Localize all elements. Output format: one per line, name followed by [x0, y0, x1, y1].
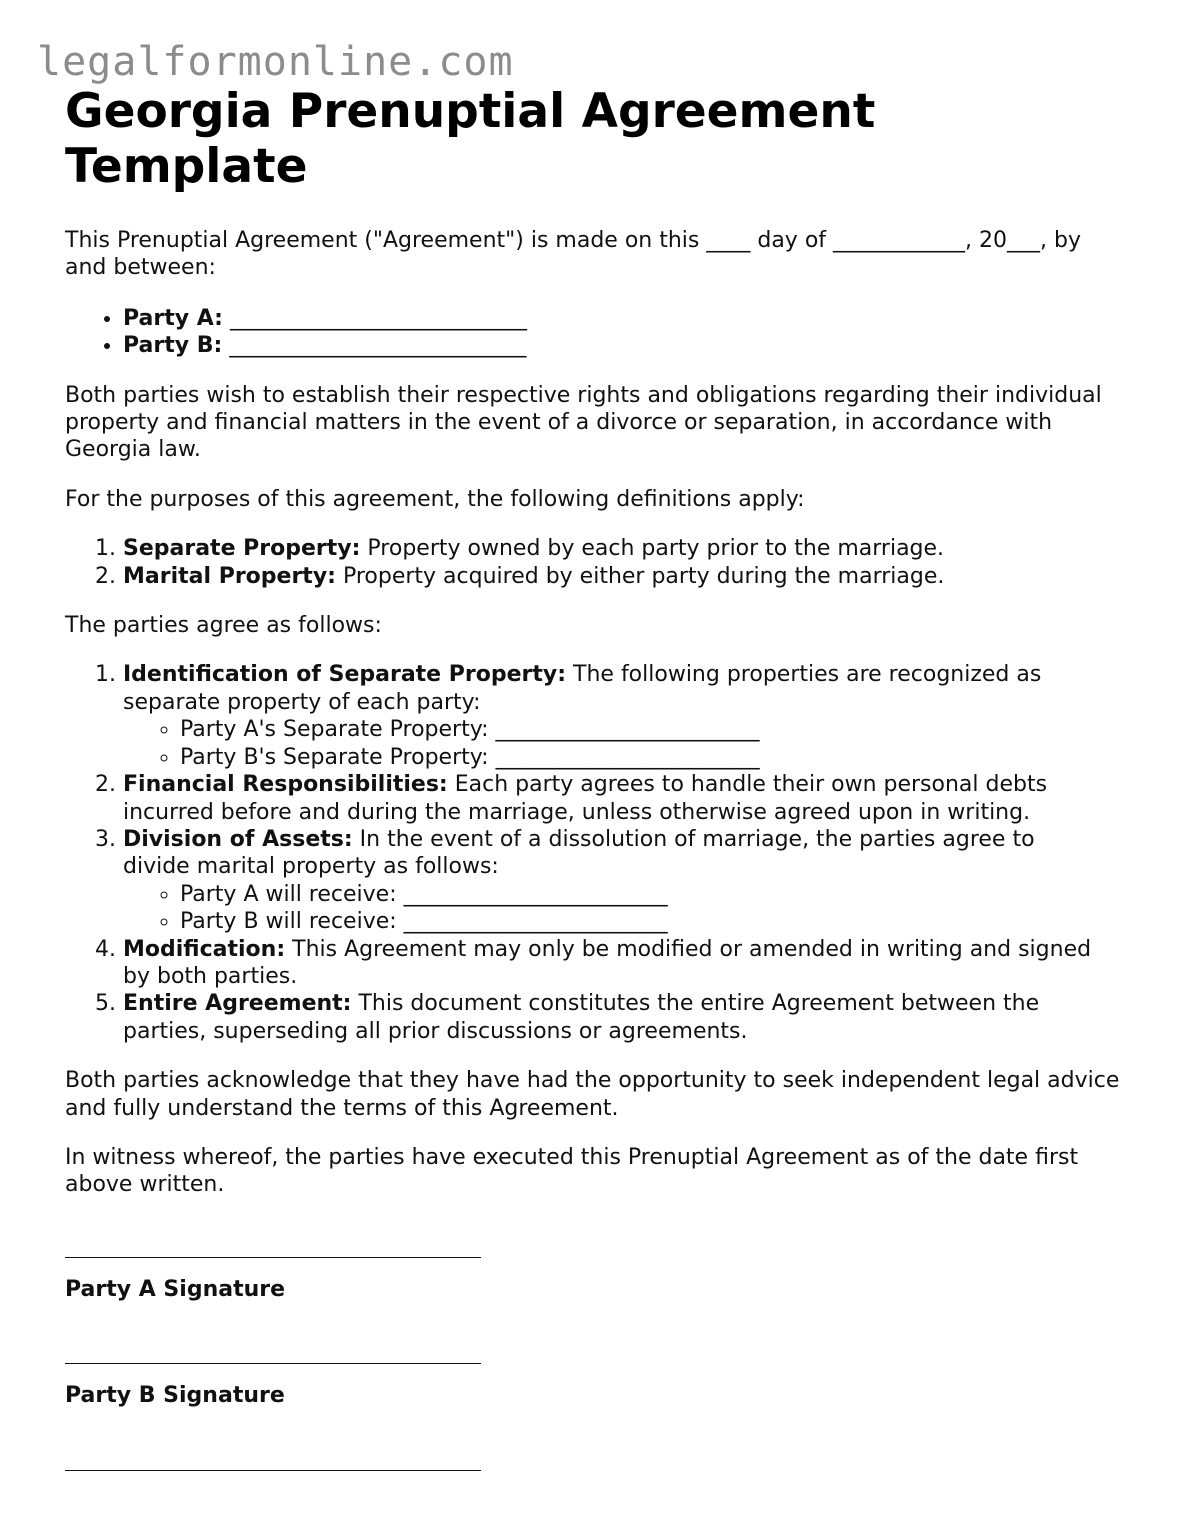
- site-watermark: legalformonline.com: [37, 39, 514, 85]
- definition-term: Separate Property:: [123, 536, 361, 562]
- party-a-signature-label: Party A Signature: [65, 1276, 286, 1302]
- terms-list: [65, 661, 1125, 1045]
- term-subitem: ◦ Party A will receive: ________________________: [180, 881, 1105, 908]
- party-b-blank: ___________________________: [229, 333, 527, 359]
- purpose-paragraph: Both parties wish to establish their respective rights and obligations regarding their individual property and financial matters in the event of a divorce or separation, in accordance with Georgia law.: [65, 382, 1102, 463]
- document-title: Georgia Prenuptial Agreement Template: [65, 84, 876, 194]
- definitions-intro: For the purposes of this agreement, the following definitions apply:: [65, 486, 805, 512]
- party-a-blank: ___________________________: [229, 305, 527, 331]
- term-subitem: ◦ Party A's Separate Property: ________________________: [180, 716, 1105, 743]
- document-page: [65, 84, 1125, 1471]
- party-b-signature-label: Party B Signature: [65, 1383, 285, 1409]
- definition-text: Property acquired by either party during the marriage.: [342, 563, 945, 589]
- term-subitem: ◦ Party B will receive: ________________________: [180, 908, 1105, 935]
- term-heading: Entire Agreement:: [123, 991, 352, 1017]
- definition-term: Marital Property:: [123, 563, 336, 589]
- term-sublist: [123, 716, 1105, 771]
- term-item: [123, 990, 1125, 1045]
- term-text: Each party agrees to handle their own personal debts incurred before and during the marriage, unless otherwise agreed upon in writing.: [123, 772, 1048, 825]
- acknowledgment-paragraph: Both parties acknowledge that they have had the opportunity to seek independent legal advice and fully understand the terms of this Agreement.: [65, 1068, 1120, 1121]
- definitions-list: [65, 535, 1125, 590]
- term-heading: Identification of Separate Property:: [123, 662, 567, 688]
- party-b-signature-line: [65, 1363, 481, 1364]
- party-a-item: [123, 305, 1125, 332]
- agree-intro: The parties agree as follows:: [65, 613, 382, 639]
- definition-item: [123, 535, 1125, 562]
- term-sublist: [123, 881, 1105, 936]
- party-b-label: Party B:: [123, 333, 223, 359]
- definition-text: Property owned by each party prior to the marriage.: [367, 536, 945, 562]
- term-heading: Modification:: [123, 936, 286, 962]
- date-signature-line: [65, 1470, 481, 1471]
- term-text: This Agreement may only be modified or amended in writing and signed by both parties.: [123, 936, 1092, 989]
- definition-item: [123, 563, 1125, 590]
- party-a-label: Party A:: [123, 305, 223, 331]
- term-heading: Division of Assets:: [123, 826, 353, 852]
- term-item: [123, 771, 1125, 826]
- term-text: The following properties are recognized as separate property of each party:: [123, 662, 1042, 715]
- party-a-signature-line: [65, 1257, 481, 1258]
- term-item: [123, 936, 1125, 991]
- parties-list: [65, 305, 1125, 360]
- witness-paragraph: In witness whereof, the parties have executed this Prenuptial Agreement as of the date first above written.: [65, 1144, 1079, 1198]
- term-text: This document constitutes the entire Agreement between the parties, superseding all prior discussions or agreements.: [123, 991, 1040, 1044]
- term-text: In the event of a dissolution of marriage, the parties agree to divide marital property as follows:: [123, 826, 1035, 880]
- term-subitem: ◦ Party B's Separate Property: ________________________: [180, 744, 1105, 771]
- term-item: [123, 826, 1125, 936]
- intro-paragraph: This Prenuptial Agreement ("Agreement") is made on this ____ day of ____________, 20___, by and between:: [65, 228, 1081, 281]
- party-b-item: [123, 332, 1125, 359]
- term-heading: Financial Responsibilities:: [123, 772, 448, 798]
- term-item: [123, 661, 1125, 771]
